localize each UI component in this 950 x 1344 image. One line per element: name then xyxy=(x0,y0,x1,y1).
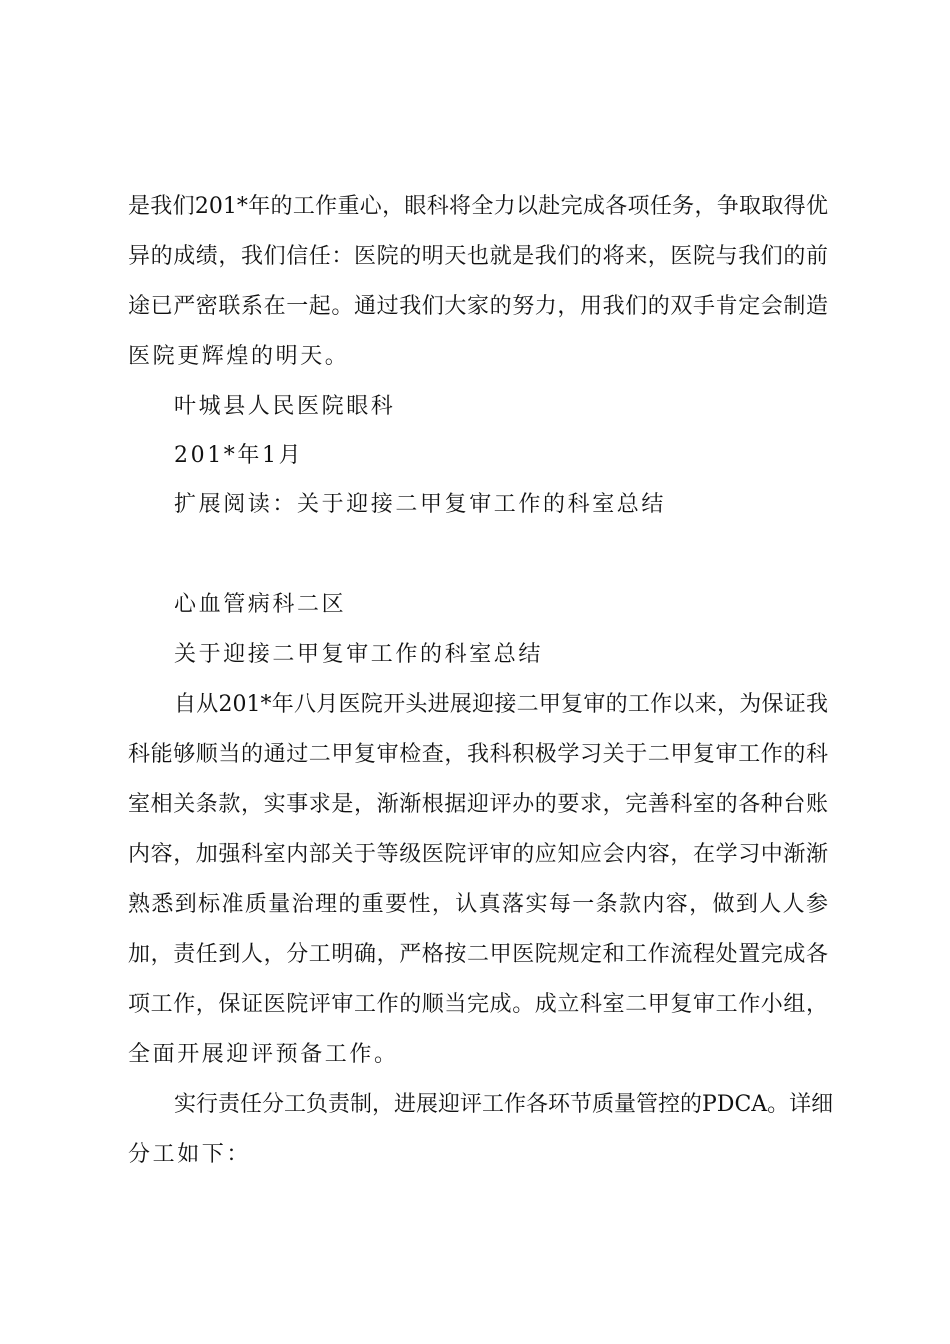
paragraph-line: 实行责任分工负责制，进展迎评工作各环节质量管控的PDCA。详细 xyxy=(174,1092,834,1117)
paragraph-line: 异的成绩，我们信任：医院的明天也就是我们的将来，医院与我们的前 xyxy=(128,244,828,269)
paragraph-line: 项工作，保证医院评审工作的顺当完成。成立科室二甲复审工作小组， xyxy=(128,992,828,1017)
date-line: 201*年1月 xyxy=(174,443,304,468)
paragraph-line: 途已严密联系在一起。通过我们大家的努力，用我们的双手肯定会制造 xyxy=(128,294,828,319)
paragraph-line: 医院更辉煌的明天。 xyxy=(128,344,350,369)
paragraph-line: 室相关条款，实事求是，渐渐根据迎评办的要求，完善科室的各种台账 xyxy=(128,792,828,817)
department-name: 心血管病科二区 xyxy=(174,592,347,617)
paragraph-line: 全面开展迎评预备工作。 xyxy=(128,1042,399,1067)
summary-title: 关于迎接二甲复审工作的科室总结 xyxy=(174,642,544,667)
paragraph-line: 内容，加强科室内部关于等级医院评审的应知应会内容，在学习中渐渐 xyxy=(128,842,828,867)
paragraph-line: 是我们201*年的工作重心，眼科将全力以赴完成各项任务，争取取得优 xyxy=(128,194,828,219)
signature-line: 叶城县人民医院眼科 xyxy=(174,394,396,419)
paragraph-line: 自从201*年八月医院开头进展迎接二甲复审的工作以来，为保证我 xyxy=(174,692,828,717)
paragraph-line: 分工如下： xyxy=(128,1142,252,1167)
paragraph-line: 熟悉到标准质量治理的重要性，认真落实每一条款内容，做到人人参 xyxy=(128,892,828,917)
extended-reading-line: 扩展阅读：关于迎接二甲复审工作的科室总结 xyxy=(174,492,667,517)
paragraph-line: 加，责任到人，分工明确，严格按二甲医院规定和工作流程处置完成各 xyxy=(128,942,828,967)
paragraph-line: 科能够顺当的通过二甲复审检查，我科积极学习关于二甲复审工作的科 xyxy=(128,742,828,767)
